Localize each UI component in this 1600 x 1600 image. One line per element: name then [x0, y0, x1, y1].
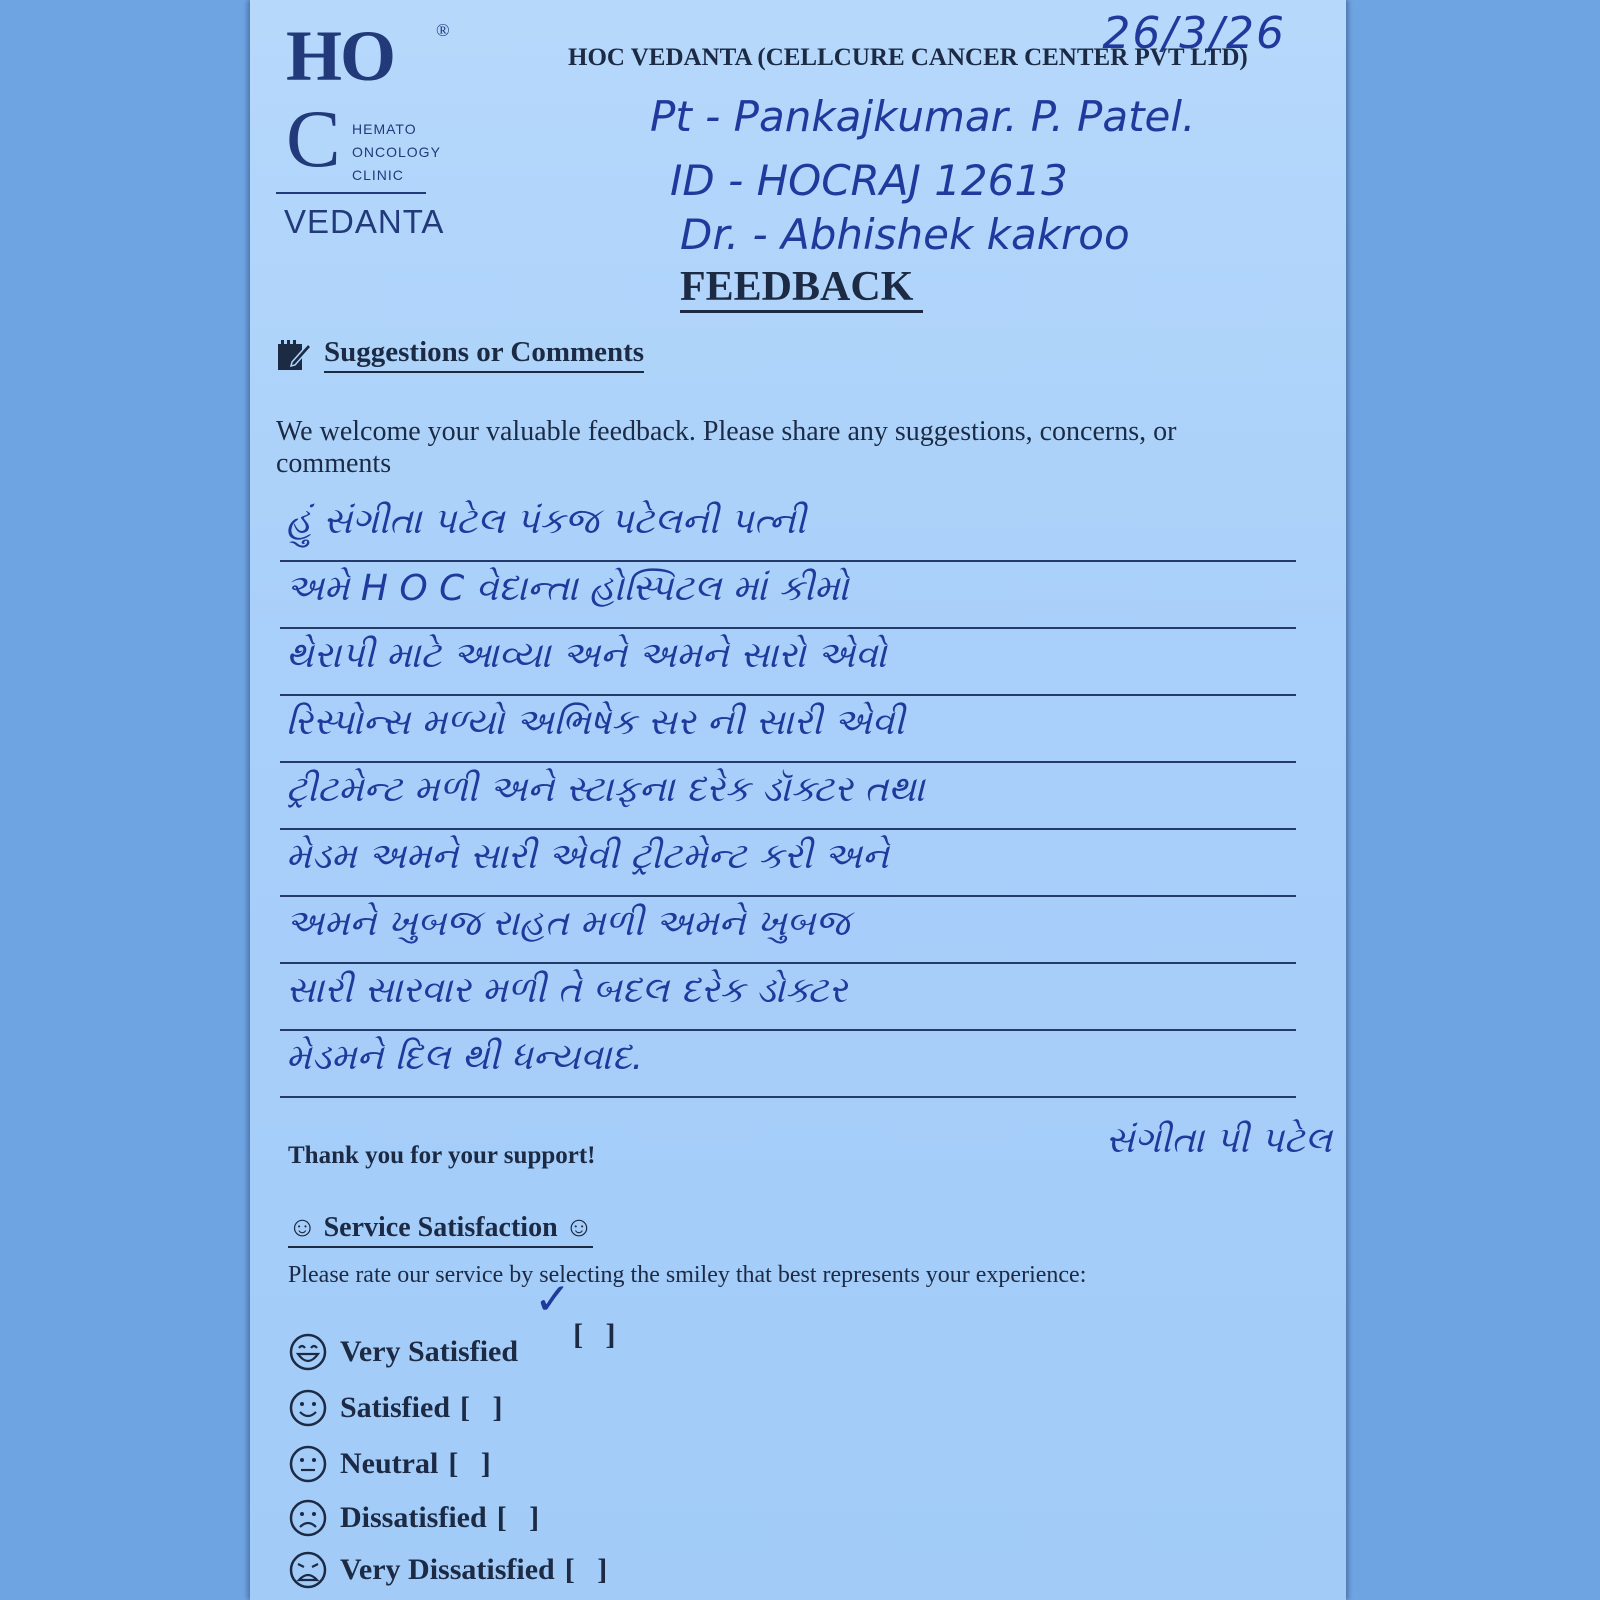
option-dissatisfied[interactable] — [288, 1496, 539, 1540]
comments-instructions: We welcome your valuable feedback. Please share any suggestions, concerns, or comments — [276, 416, 1177, 479]
very-satisfied-face-icon — [288, 1332, 328, 1372]
handwritten-signature: સંગીતા પી પટેલ — [1105, 1120, 1332, 1161]
option-label: Dissatisfied — [340, 1501, 487, 1534]
checkbox-dissatisfied[interactable]: [ ] — [496, 1501, 540, 1534]
option-label: Neutral — [340, 1447, 439, 1480]
neutral-face-icon — [288, 1444, 328, 1484]
comment-line: ટ્રીટમેન્ટ મળી અને સ્ટાફના દરેક ડૉક્ટર તથા — [280, 763, 1296, 830]
logo-line-clinic: CLINIC — [352, 167, 404, 183]
organization-name: HOC VEDANTA (CELLCURE CANCER CENTER PVT LTD) — [568, 44, 1248, 71]
logo-ho-text: HO — [286, 16, 395, 96]
checkbox-neutral[interactable]: [ ] — [448, 1447, 491, 1480]
option-label: Very Dissatisfied — [340, 1553, 555, 1586]
comments-section-header — [276, 336, 644, 373]
satisfied-face-icon — [288, 1388, 328, 1428]
logo-subtitle — [352, 118, 441, 187]
check-mark: ✓ — [534, 1274, 571, 1325]
option-label: Very Satisfied — [340, 1335, 519, 1368]
logo-line-oncology: ONCOLOGY — [352, 144, 441, 160]
comment-line: મેડમ અમને સારી એવી ટ્રીટમેન્ટ કરી અને — [280, 830, 1296, 897]
checkbox-satisfied[interactable]: [ ] — [460, 1391, 503, 1424]
option-very-dissatisfied[interactable] — [288, 1548, 607, 1592]
logo-vedanta-text: VEDANTA — [284, 203, 445, 240]
form-title: FEEDBACK — [680, 264, 923, 313]
patient-id: ID - HOCRAJ 12613 — [670, 156, 1068, 205]
comments-heading: Suggestions or Comments — [324, 336, 644, 373]
comment-line: રિસ્પોન્સ મળ્યો અભિષેક સર ની સારી એવી — [280, 696, 1296, 763]
patient-name: Pt - Pankajkumar. P. Patel. — [650, 92, 1196, 141]
doctor-name: Dr. - Abhishek kakroo — [680, 210, 1130, 259]
handwritten-date: 26/3/26 — [1102, 8, 1286, 59]
thank-you-text: Thank you for your support! — [288, 1142, 596, 1169]
hoc-logo — [284, 16, 466, 240]
comment-line: અમે H O C વેદાન્તા હોસ્પિટલ માં કીમો — [280, 562, 1296, 629]
comment-line: હું સંગીતા પટેલ પંકજ પટેલની પત્ની — [280, 495, 1296, 562]
satisfaction-heading: ☺ Service Satisfaction ☺ — [288, 1212, 593, 1248]
dissatisfied-face-icon — [288, 1498, 328, 1538]
very-dissatisfied-face-icon — [288, 1550, 328, 1590]
logo-line-hemato: HEMATO — [352, 121, 417, 137]
feedback-form-page — [250, 0, 1346, 1600]
comment-line: થેરાપી માટે આવ્યા અને અમને સારો એવો — [280, 629, 1296, 696]
option-very-satisfied[interactable] — [288, 1274, 616, 1374]
checkbox-very-satisfied[interactable] — [528, 1274, 616, 1420]
option-satisfied[interactable] — [288, 1386, 503, 1430]
checkbox-brackets: [ ] — [573, 1318, 616, 1351]
registered-mark: ® — [436, 20, 450, 40]
notepad-pencil-icon — [276, 338, 312, 372]
logo-c-text: C — [286, 93, 341, 184]
satisfaction-instructions: Please rate our service by selecting the smiley that best represents your experience: — [288, 1262, 1087, 1288]
logo-divider — [276, 192, 426, 194]
comment-line: અમને ખુબજ રાહત મળી અમને ખુબજ — [280, 897, 1296, 964]
option-label: Satisfied — [340, 1391, 451, 1424]
comment-lines — [280, 495, 1296, 1098]
checkbox-very-dissatisfied[interactable]: [ ] — [564, 1553, 608, 1586]
option-neutral[interactable] — [288, 1442, 491, 1486]
comment-line: મેડમને દિલ થી ધન્યવાદ. — [280, 1031, 1296, 1098]
comment-line: સારી સારવાર મળી તે બદલ દરેક ડોક્ટર — [280, 964, 1296, 1031]
